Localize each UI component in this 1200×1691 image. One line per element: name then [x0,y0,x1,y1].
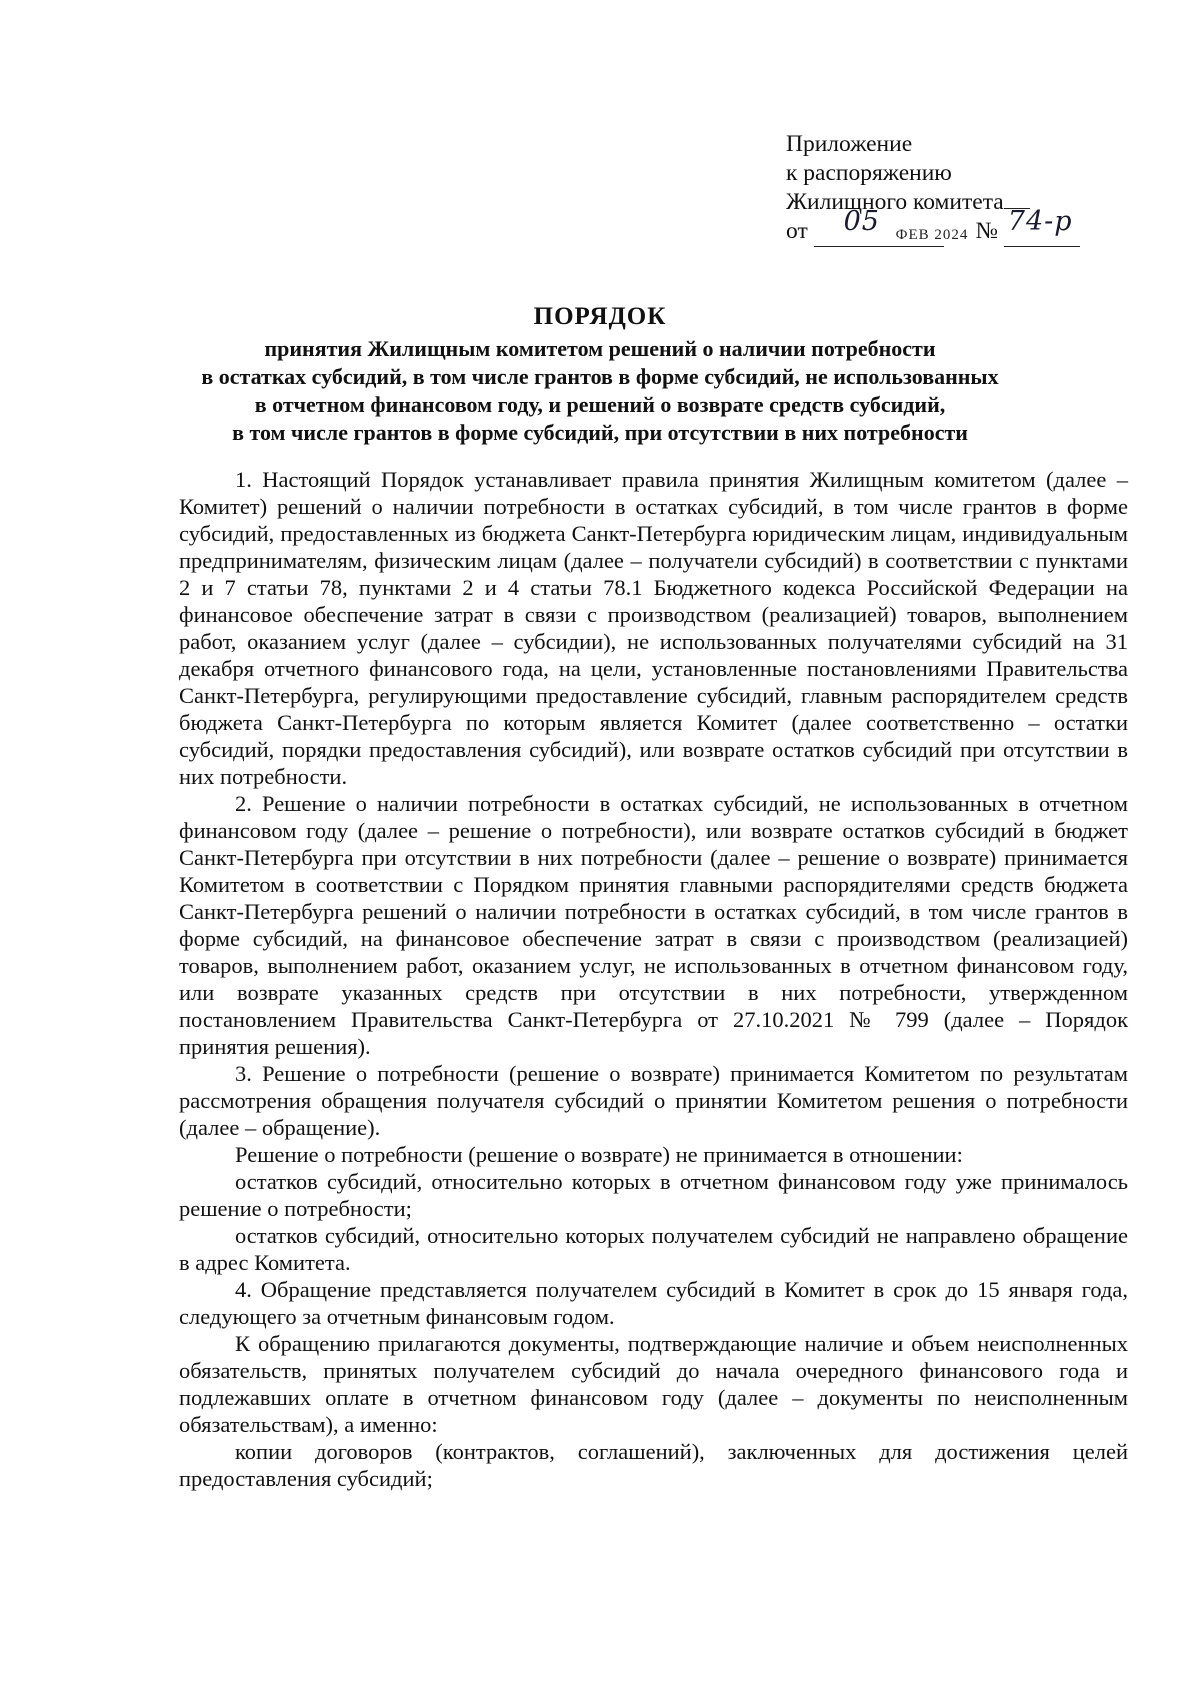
number-sign: № [975,218,998,244]
paragraph-2: 2. Решение о наличии потребности в остатках субсидий, не использованных в отчетном финансовом году (далее – решение о потребности), или возврате остатков субсидий в бюджет Санкт-Петербурга при отсутствии в них потребности (далее – решение о возврате) принимается Комитетом в соответствии с Порядком принятия главными распорядителями средств бюджета Санкт-Петербурга решений о наличии потребности в остатках субсидий, в том числе грантов в форме субсидий, на финансовое обеспечение затрат в связи с производством (реализацией) товаров, выполнением работ, оказанием услуг, не использованных в отчетном финансовом году, или возврате указанных средств при отсутствии в них потребности, утвержденном постановлением Правительства Санкт-Петербурга от 27.10.2021 № 799 (далее – Порядок принятия решения). [179,791,1128,1059]
paragraph-3-item-2: остатков субсидий, относительно которых получателем субсидий не направлено обращение в адрес Комитета. [179,1223,1128,1275]
title-line-2: в остатках субсидий, в том числе грантов в форме субсидий, не использованных [201,364,999,389]
number-field [1004,206,1080,247]
document-body [179,466,1128,1492]
paragraph-4-documents: К обращению прилагаются документы, подтверждающие наличие и объем неисполненных обязательств, принятых получателем субсидий до начала очередного финансового года и подлежавших оплате в отчетном финансовом году (далее – документы по неисполненным обязательствам), а именно: [179,1331,1128,1437]
appendix-header [786,130,1126,249]
from-label: от [786,218,808,244]
paragraph-3-exclusions: Решение о потребности (решение о возврате) не принимается в отношении: [235,1142,963,1167]
title-line-3: в отчетном финансовом году, и решений о возврате средств субсидий, [254,392,946,417]
appendix-date-number [786,206,1126,249]
committee-name: Жилищного комитета [786,189,1004,215]
paragraph-1: 1. Настоящий Порядок устанавливает правила принятия Жилищным комитетом (далее – Комитет) решений о наличии потребности в остатках субсидий, в том числе грантов в форме субсидий, предоставленных из бюджета Санкт-Петербурга юридическим лицам, индивидуальным предпринимателям, физическим лицам (далее – получатели субсидий) в соответствии с пунктами 2 и 7 статьи 78, пунктами 2 и 4 статьи 78.1 Бюджетного кодекса Российской Федерации на финансовое обеспечение затрат в связи с производством (реализацией) товаров, выполнением работ, оказанием услуг (далее – субсидии), не использованных получателями субсидий на 31 декабря отчетного финансового года, на цели, установленные постановлениями Правительства Санкт-Петербурга, регулирующими предоставление субсидий, главным распорядителем средств бюджета Санкт-Петербурга по которым является Комитет (далее соответственно – остатки субсидий, порядки предоставления субсидий), или возврате остатков субсидий при отсутствии в них потребности. [179,467,1128,789]
handwritten-number: 74-р [1007,206,1073,237]
stamped-month-year: ФЕВ 2024 [895,227,969,243]
date-field [814,206,969,247]
title-line-1: принятия Жилищным комитетом решений о наличии потребности [264,336,936,361]
handwritten-day: 05 [843,206,880,237]
appendix-committee [786,188,1126,217]
title-main: ПОРЯДОК [533,303,667,330]
paragraph-3-item-1: остатков субсидий, относительно которых в отчетном финансовом году уже принималось решение о потребности; [179,1169,1128,1221]
appendix-label: Приложение [786,131,913,157]
appendix-order-ref: к распоряжению [786,160,952,186]
paragraph-4-item-1: копии договоров (контрактов, соглашений), заключенных для достижения целей предоставления субсидий; [179,1439,1128,1491]
title-line-4: в том числе грантов в форме субсидий, при отсутствии в них потребности [232,420,968,445]
paragraph-3: 3. Решение о потребности (решение о возврате) принимается Комитетом по результатам рассмотрения обращения получателя субсидий о принятии Комитетом решения о потребности (далее – обращение). [179,1061,1128,1140]
paragraph-4: 4. Обращение представляется получателем субсидий в Комитет в срок до 15 января года, следующего за отчетным финансовым годом. [179,1277,1128,1329]
document-title [150,300,1050,446]
